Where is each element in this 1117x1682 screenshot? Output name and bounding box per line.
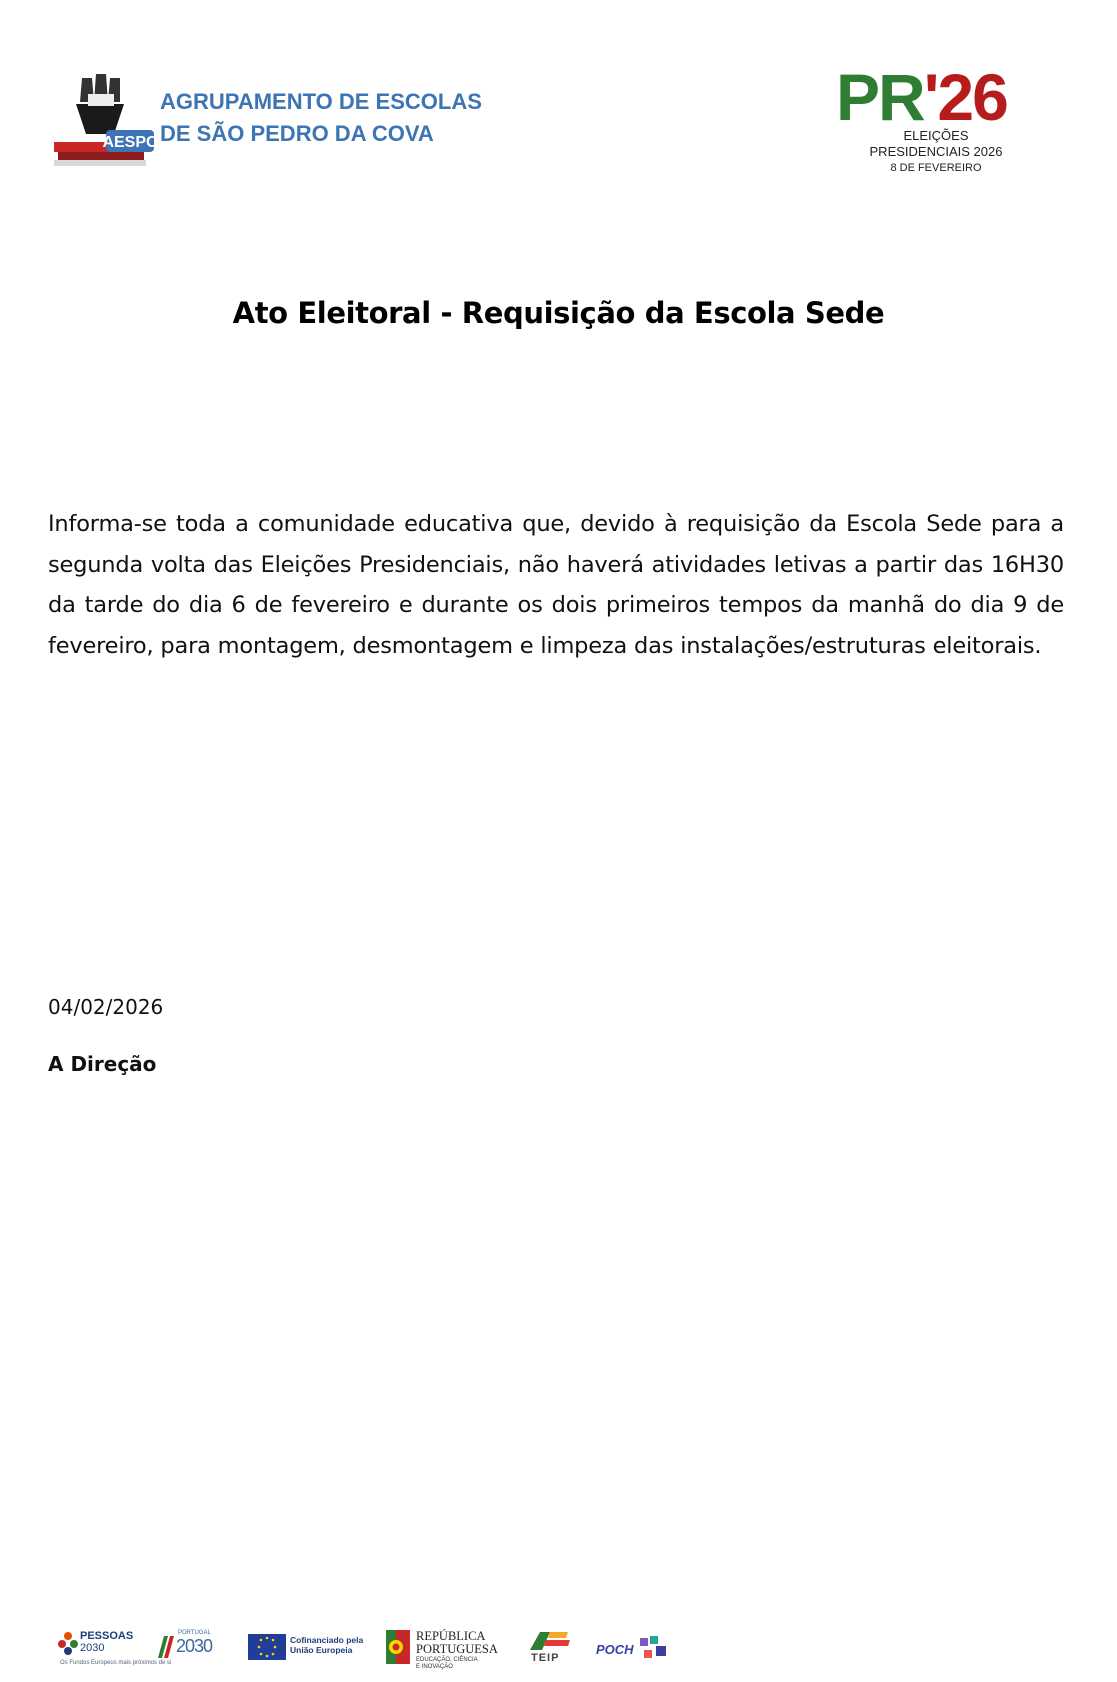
eu-flag-icon	[248, 1634, 286, 1660]
school-emblem-text: AESPC	[102, 134, 158, 151]
poch-logo	[596, 1634, 676, 1668]
republica-portuguesa-logo	[386, 1630, 516, 1676]
pessoas-name: PESSOAS	[80, 1630, 134, 1642]
teip-name: TEIP	[531, 1652, 560, 1664]
pessoas-year: 2030	[80, 1642, 105, 1654]
teip-shape-icon	[528, 1628, 572, 1652]
republica-sub1: EDUCAÇÃO, CIÊNCIA	[416, 1657, 478, 1663]
election-line1: ELEIÇÕES	[903, 128, 969, 143]
school-name	[160, 86, 482, 150]
republica-line1: REPÚBLICA	[416, 1629, 486, 1643]
document-signature: A Direção	[48, 1052, 157, 1076]
republica-name	[416, 1630, 498, 1656]
eu-cofinanced-logo	[248, 1634, 378, 1664]
republica-emblem-icon	[386, 1630, 412, 1664]
school-logo	[52, 72, 482, 172]
school-name-line2: DE SÃO PEDRO DA COVA	[160, 121, 434, 146]
republica-subtitle	[416, 1657, 478, 1671]
footer-logos	[58, 1624, 698, 1676]
republica-line2: PORTUGUESA	[416, 1642, 498, 1656]
election-line2: PRESIDENCIAIS 2026	[869, 144, 1003, 159]
portugal-year: 2030	[176, 1636, 213, 1656]
pessoas-tagline: Os Fundos Europeus mais próximos de si	[60, 1660, 172, 1666]
election-mark-logo	[836, 62, 1036, 128]
poch-name: POCH	[596, 1642, 634, 1657]
republica-sub2: E INOVAÇÃO	[416, 1664, 453, 1670]
election-line3: 8 DE FEVEREIRO	[890, 162, 982, 174]
pessoas-flower-icon	[58, 1630, 78, 1656]
election-logo	[836, 62, 1036, 182]
poch-shape-icon	[636, 1634, 670, 1664]
portugal-2030-logo	[154, 1630, 234, 1670]
school-name-line1: AGRUPAMENTO DE ESCOLAS	[160, 89, 482, 114]
pessoas-2030-logo	[58, 1630, 172, 1672]
eu-line2: União Europeia	[290, 1645, 353, 1655]
document-body: Informa-se toda a comunidade educativa que, devido à requisição da Escola Sede para a segunda volta das Eleições Presidenciais, não haverá atividades letivas a partir das 16H30 da tarde do dia 6 de fevereiro e durante os dois primeiros tempos da manhã do dia 9 de fevereiro, para montagem, desmontagem e limpeza das instalações/estruturas eleitorais.	[48, 511, 1064, 660]
document-date: 04/02/2026	[48, 995, 164, 1019]
eu-text	[290, 1635, 363, 1655]
document-title: Ato Eleitoral - Requisição da Escola Sede	[232, 296, 885, 330]
portugal-label: PORTUGAL	[178, 1630, 211, 1636]
election-mark-text: PR'26	[836, 62, 1007, 128]
portugal-stripes-icon	[154, 1634, 174, 1662]
school-emblem-icon	[52, 72, 158, 172]
eu-line1: Cofinanciado pela	[290, 1635, 364, 1645]
teip-logo	[528, 1628, 578, 1672]
